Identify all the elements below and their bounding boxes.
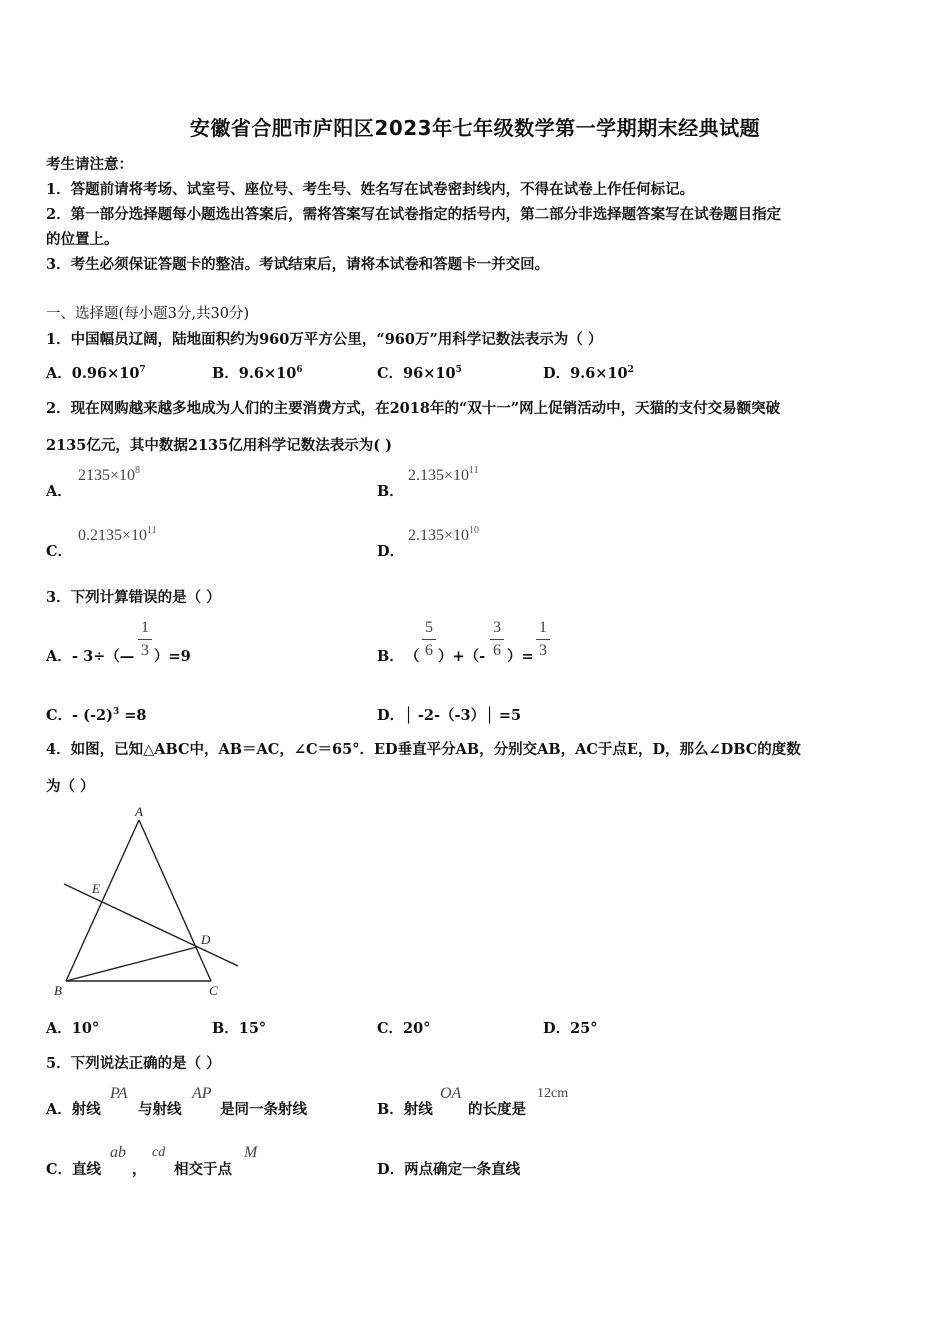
q1-c-base: 96×10 [403, 365, 456, 382]
q3-a-fraction [138, 620, 152, 659]
q2-b-base: 2.135×10 [408, 467, 470, 484]
q4-option-d[interactable]: D．25° [543, 1020, 598, 1037]
q5-b-label: B．射线 [377, 1101, 433, 1118]
q1-option-b[interactable] [212, 362, 303, 383]
q5-c-sep: ， [132, 1161, 147, 1178]
q3-c-exp: 3 [112, 707, 120, 717]
q1-d-exp: 2 [627, 365, 634, 375]
q5-option-d[interactable]: D．两点确定一条直线 [377, 1161, 521, 1178]
q4-option-c[interactable]: C．20° [377, 1020, 431, 1037]
q5-option-b[interactable] [377, 1082, 697, 1118]
q3-a-label: A． [46, 648, 72, 665]
q4-option-b[interactable]: B．15° [212, 1020, 267, 1037]
q3-c-post: =8 [119, 707, 147, 724]
notice-item-2-cont: 的位置上。 [46, 231, 119, 248]
q5-a-ray-ap: AP [192, 1085, 212, 1102]
q1-b-exp: 6 [296, 365, 303, 375]
q3-b-fraction-2 [490, 620, 504, 659]
q2-a-label: A． [46, 483, 72, 500]
q5-b-length: 12cm [537, 1086, 569, 1101]
q3-c-label: C． [46, 707, 73, 724]
q3-a-pre: - 3÷（— [72, 648, 135, 665]
q3-a-frac-den: 3 [141, 642, 149, 659]
q3-c-pre: - (-2) [72, 707, 113, 724]
q3-b-label: B． [377, 648, 404, 665]
q3-option-c[interactable] [46, 704, 147, 725]
q2-d-label: D． [377, 543, 405, 560]
q1-a-label: A． [46, 365, 72, 382]
segment-bd [66, 947, 197, 981]
q3-option-b[interactable] [377, 618, 677, 668]
q1-b-label: B． [212, 365, 239, 382]
q2-b-label: B． [377, 483, 404, 500]
q5-option-a[interactable] [46, 1082, 366, 1118]
q3-a-frac-num: 1 [141, 619, 149, 636]
q1-c-label: C． [377, 365, 404, 382]
q4-option-a[interactable]: A．10° [46, 1020, 100, 1037]
q1-stem: 1．中国幅员辽阔，陆地面积约为960万平方公里，“960万”用科学记数法表示为（ ） [46, 331, 603, 348]
q5-c-line-ab: ab [110, 1144, 126, 1161]
q3-b-f1-num: 5 [425, 619, 433, 636]
q1-a-base: 0.96×10 [71, 365, 140, 382]
label-b: B [54, 983, 62, 998]
q5-c-mid: 相交于点 [174, 1161, 232, 1178]
q2-option-c[interactable] [46, 526, 346, 562]
segment-ac [139, 820, 211, 981]
segment-ab [66, 820, 139, 981]
q5-c-line-cd: cd [152, 1145, 166, 1160]
q3-b-mid1: ）+（- [438, 648, 486, 665]
q1-d-label: D． [543, 365, 571, 382]
q1-c-exp: 5 [455, 365, 462, 375]
label-a: A [135, 804, 143, 819]
q3-b-f3-num: 1 [539, 619, 547, 636]
q3-b-f1-den: 6 [425, 642, 433, 659]
q2-c-label: C． [46, 543, 73, 560]
q2-d-base: 2.135×10 [408, 527, 470, 544]
q1-option-d[interactable] [543, 362, 634, 383]
q3-a-post: ）=9 [154, 648, 191, 665]
section-heading: 一、选择题(每小题3分,共30分) [46, 306, 250, 322]
q5-a-post: 是同一条射线 [220, 1101, 307, 1118]
label-e: E [92, 881, 100, 896]
q1-d-base: 9.6×10 [570, 365, 628, 382]
notice-item-3: 3．考生必须保证答题卡的整洁。考试结束后，请将本试卷和答题卡一并交回。 [46, 256, 550, 273]
q3-b-mid2: ）= [507, 648, 534, 665]
q1-b-base: 9.6×10 [238, 365, 297, 382]
q5-option-c[interactable] [46, 1142, 366, 1178]
q2-stem-line2: 2135亿元，其中数据2135亿用科学记数法表示为( ) [46, 437, 392, 454]
notice-item-1: 1．答题前请将考场、试室号、座位号、考生号、姓名写在试卷密封线内，不得在试卷上作任何标记。 [46, 181, 695, 198]
triangle-figure [46, 800, 246, 1000]
q5-b-mid: 的长度是 [468, 1101, 526, 1118]
label-d: D [201, 932, 211, 947]
label-c: C [209, 983, 218, 998]
q3-d-label: D． [377, 707, 405, 724]
q2-stem-line1: 2．现在网购越来越多地成为人们的主要消费方式，在2018年的“双十一”网上促销活动中，天猫的支付交易额突破 [46, 400, 781, 417]
line-ed [64, 884, 238, 966]
q3-b-open: （ [405, 648, 420, 665]
q2-b-exp: 11 [469, 465, 479, 476]
q3-b-fraction-1 [422, 620, 436, 659]
q3-b-f3-den: 3 [539, 642, 547, 659]
q5-c-point-m: M [244, 1144, 258, 1161]
q5-b-ray-oa: OA [440, 1085, 462, 1102]
q1-option-a[interactable] [46, 362, 146, 383]
q3-option-d[interactable] [377, 704, 521, 725]
q3-d-text: │ -2-（-3）│ =5 [404, 707, 522, 724]
notice-heading: 考生请注意： [46, 156, 133, 173]
q1-a-exp: 7 [139, 365, 146, 375]
q3-b-f2-num: 3 [493, 619, 501, 636]
q5-a-label: A．射线 [46, 1101, 101, 1118]
q3-option-a[interactable] [46, 618, 346, 668]
q2-option-b[interactable] [377, 466, 677, 502]
q5-a-ray-pa: PA [110, 1085, 128, 1102]
q2-c-exp: 11 [147, 525, 157, 536]
q2-a-base: 2135×10 [78, 467, 136, 484]
q2-option-a[interactable] [46, 466, 346, 502]
q2-option-d[interactable] [377, 526, 677, 562]
q5-a-mid: 与射线 [138, 1101, 182, 1118]
q2-c-base: 0.2135×10 [78, 527, 148, 544]
notice-item-2: 2．第一部分选择题每小题选出答案后，需将答案写在试卷指定的括号内，第二部分非选择题答案写在试卷题目指定 [46, 206, 782, 223]
page-title: 安徽省合肥市庐阳区2023年七年级数学第一学期期末经典试题 [189, 116, 761, 140]
q5-c-label: C．直线 [46, 1161, 102, 1178]
q5-stem: 5．下列说法正确的是（ ） [46, 1055, 221, 1072]
q3-stem: 3．下列计算错误的是（ ） [46, 589, 221, 606]
q4-stem-line1: 4．如图，已知△ABC中，AB＝AC，∠C＝65°．ED垂直平分AB，分别交AB，AC于点E，D，那么∠DBC的度数 [46, 741, 801, 758]
q2-d-exp: 10 [469, 525, 480, 536]
q4-stem-line2: 为（ ） [46, 778, 95, 795]
q3-b-fraction-3 [536, 620, 550, 659]
q3-b-f2-den: 6 [493, 642, 501, 659]
q1-option-c[interactable] [377, 362, 462, 383]
q2-a-exp: 8 [135, 465, 141, 476]
